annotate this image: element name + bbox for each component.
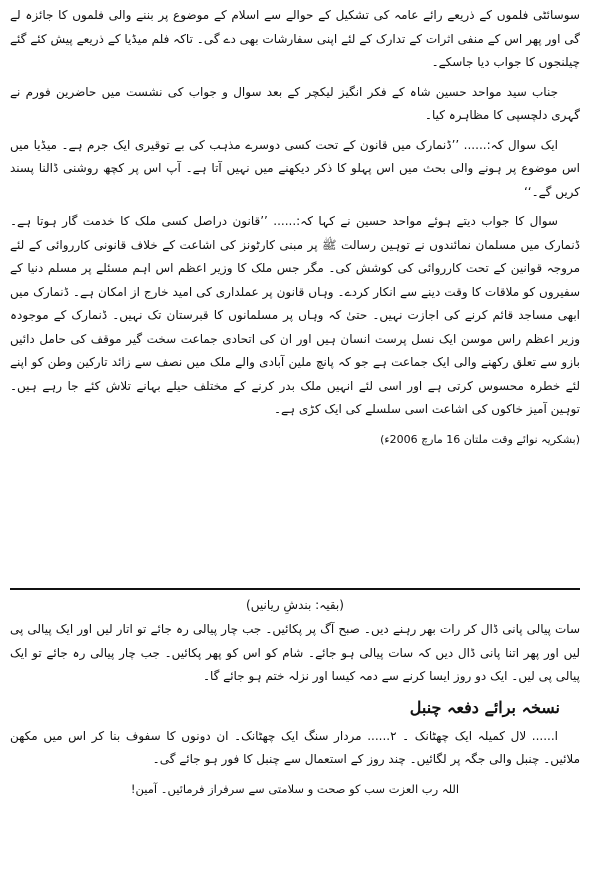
article-paragraph-1: سوسائٹی فلموں کے ذریعے رائے عامہ کی تشکیل کے حوالے سے اسلام کے موضوع پر بننے والی فلموں کا جائزہ لے گی اور پھر اس کے منفی اثرات کے تدارک کے لئے اپنی سفارشات بھی دے گی۔ تاکہ فلم میڈیا کے ذریعے پیش کئے گئے چیلنجوں کا جواب دیا جاسکے۔	[10, 8, 580, 69]
section-divider	[10, 588, 580, 590]
question-paragraph: ایک سوال کہ:...... ’’ڈنمارک میں قانون کے تحت کسی دوسرے مذہب کی بے توقیری ایک جرم ہے۔ میڈیا میں اس موضوع پر ہونے والی بحث میں اس پہلو کا ذکر دیکھنے میں نہیں آتا ہے۔ آپ اس پر کچھ روشنی ڈالنا پسند کریں گے۔‘‘	[10, 137, 580, 199]
remedy-paragraph-1: سات پیالی پانی ڈال کر رات بھر رہنے دیں۔ صبح آگ پر پکائیں۔ جب چار پیالی رہ جائے تو اتار لیں اور ایک پیالی پی لیں اور پھر اتنا پانی ڈال دیں کہ سات پیالی ہو جائے۔ شام کو اس کو پھر پکائیں۔ جب چار پیالی رہ جائے تو ایک پیالی پی لیں۔ ایک دو روز ایسا کرنے سے دمہ کیسا اور نزلہ ختم ہو جائے گا۔	[10, 622, 580, 683]
remedy-section	[10, 594, 580, 800]
answer-paragraph: سوال کا جواب دیتے ہوئے مواحد حسین نے کہا کہ:...... ’’قانون دراصل کسی ملک کا خدمت گار ہوتا ہے۔ ڈنمارک میں مسلمان نمائندوں نے توہین رسالت ﷺ پر مبنی کارٹونز کی اشاعت کے خلاف قانونی کارروائی کے لئے مروجہ قوانین کے تحت کارروائی کی کوشش کی۔ مگر جس ملک کا وزیر اعظم اس اہم مسئلے پر مسلم دنیا کے سفیروں کو ملاقات کا وقت دینے سے انکار کردے۔ وہاں قانون پر عملداری کی امید خارج از امکان ہے۔ ڈنمارک میں ابھی مساجد قائم کرنے کی اجازت نہیں۔ حتیٰ کہ وہاں پر مسلمانوں کا قبرستان تک نہیں۔ ڈنمارک کے موجودہ وزیر اعظم راس موسن ایک نسل پرست انسان ہیں اور ان کی اتحادی جماعت سخت گیر موقف کی حامل دائیں بازو سے تعلق رکھنے والی ایک جماعت ہے جو کہ پانچ ملین آبادی والے ملک میں نصف سے زائد تارکین وطن کو اپنے لئے خطرہ محسوس کرتی ہے اور اسی لئے انہیں ملک بدر کرنے کے مختلف حیلے بہانے تلاش کئے جا رہے ہیں۔ توہین آمیز خاکوں کی اشاعت اسی سلسلے کی ایک کڑی ہے۔	[10, 214, 580, 416]
article-paragraph-2: جناب سید مواحد حسین شاہ کے فکر انگیز لیکچر کے بعد سوال و جواب کی نشست میں حاضرین فورم نے گہری دلچسپی کا مظاہرہ کیا۔	[10, 84, 580, 122]
closing-prayer: اللہ رب العزت سب کو صحت و سلامتی سے سرفراز فرمائیں۔ آمین!	[130, 781, 460, 796]
source-citation: (بشکریہ نوائے وقت ملتان 16 مارچ 2006ء)	[380, 432, 580, 446]
article-section	[10, 4, 580, 584]
remedy-paragraph-2: ا...... لال کمیلہ ایک چھٹانک ۔ ۲...... مردار سنگ ایک چھٹانک۔ ان دونوں کا سفوف بنا کر اس میں مکھن ملائیں۔ چنبل والی جگہ پر لگائیں۔ چند روز کے استعمال سے چنبل کا فور ہو جائے گی۔	[10, 728, 580, 766]
remedy-title: نسخہ برائے دفعہ چنبل	[409, 697, 560, 717]
continuation-heading: (بقیہ: بندشِ ریانیں)	[246, 598, 344, 612]
